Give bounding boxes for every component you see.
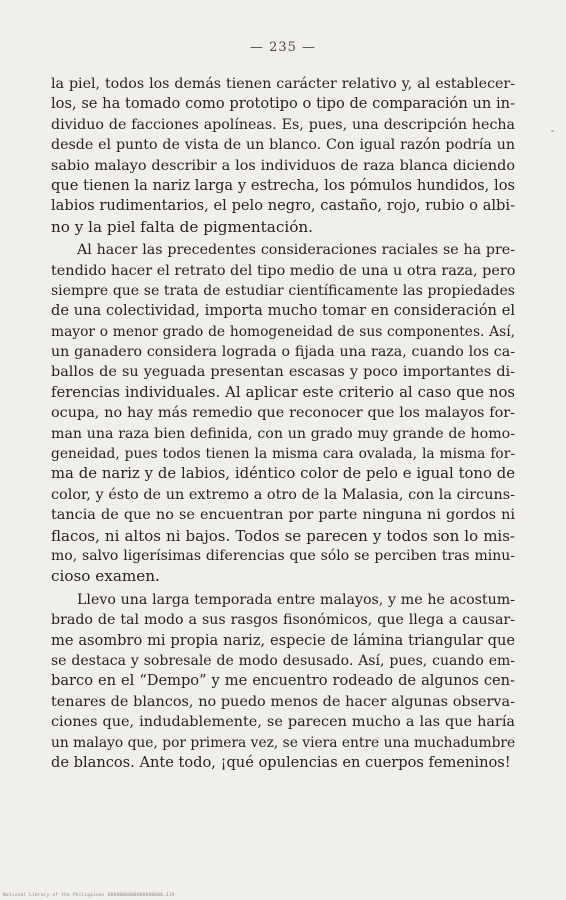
text-line: ballos de su yeguada presentan escasas y poco importantes di-	[51, 364, 515, 381]
text-line: un ganadero considera lograda o fijada una raza, cuando los ca-	[51, 344, 515, 361]
text-line: color, y ésto de un extremo a otro de la Malasia, con la circuns-	[51, 486, 515, 503]
text-line: tenares de blancos, no puedo menos de hacer algunas observa-	[51, 693, 515, 710]
text-line: tancia de que no se encuentran por parte ninguna ni gordos ni	[51, 507, 515, 524]
text-line: cioso examen.	[51, 567, 160, 586]
text-line: ma de nariz y de labios, idéntico color de pelo e igual tono de	[51, 465, 515, 483]
scan-speck	[551, 130, 554, 132]
text-line: Al hacer las precedentes consideraciones raciales se ha pre-	[77, 242, 515, 259]
text-line: los, se ha tomado como prototipo o tipo de comparación un in-	[51, 95, 515, 113]
paragraph	[51, 240, 515, 587]
text-line: tendido hacer el retrato del tipo medio de una u otra raza, pero	[51, 262, 515, 279]
paragraph	[51, 74, 515, 237]
page-number: — 235 —	[249, 40, 317, 55]
text-line: mayor o menor grado de homogeneidad de sus componentes. Así,	[51, 323, 515, 340]
text-line: flacos, ni altos ni bajos. Todos se parecen y todos son lo mis-	[51, 526, 515, 545]
text-line: dividuo de facciones apolíneas. Es, pues, una descripción hecha	[51, 116, 515, 133]
text-line: ciones que, indudablemente, se parecen mucho a las que haría	[51, 714, 515, 731]
text-line: de blancos. Ante todo, ¡qué opulencias en cuerpos femeninos!	[51, 753, 511, 771]
text-line: la piel, todos los demás tienen carácter relativo y, al establecer-	[51, 76, 515, 92]
text-line: de una colectividad, importa mucho tomar en consideración el	[51, 302, 515, 320]
text-line: mo, salvo ligerísimas diferencias que sólo se perciben tras minu-	[51, 547, 515, 564]
paragraph	[51, 590, 515, 774]
text-line: sabio malayo describir a los individuos de raza blanca diciendo	[51, 157, 515, 174]
text-line: un malayo que, por primera vez, se viera entre una muchadumbre	[51, 734, 515, 751]
text-line: no y la piel falta de pigmentación.	[51, 217, 313, 236]
text-line: me asombro mi propia nariz, especie de lámina triangular que	[51, 631, 515, 649]
text-line: desde el punto de vista de un blanco. Con igual razón podría un	[51, 137, 515, 154]
text-line: siempre que se trata de estudiar científicamente las propiedades	[51, 282, 515, 299]
text-line: barco en el “Dempo” y me encuentro rodeado de algunos cen-	[51, 672, 515, 690]
text-line: se destaca y sobresale de modo desusado. Así, pues, cuando em-	[51, 652, 515, 669]
text-line: ocupa, no hay más remedio que reconocer que los malayos for-	[51, 405, 515, 422]
text-line: man una raza bien definida, con un grado muy grande de homo-	[51, 425, 515, 442]
text-line: labios rudimentarios, el pelo negro, castaño, rojo, rubio o albi-	[51, 197, 515, 215]
text-line: brado de tal modo a sus rasgos fisonómicos, que llega a causar-	[51, 612, 515, 629]
text-line: ferencias individuales. Al aplicar este criterio al caso que nos	[51, 383, 515, 401]
text-line: geneidad, pues todos tienen la misma cara ovalada, la misma for-	[51, 446, 515, 463]
text-body	[51, 74, 515, 773]
text-line: que tienen la nariz larga y estrecha, los pómulos hundidos, los	[51, 176, 515, 194]
footer-stamp: National Library of the Philippines 0000000000000000000.119	[3, 893, 175, 898]
text-line: Llevo una larga temporada entre malayos, y me he acostum-	[77, 591, 515, 608]
